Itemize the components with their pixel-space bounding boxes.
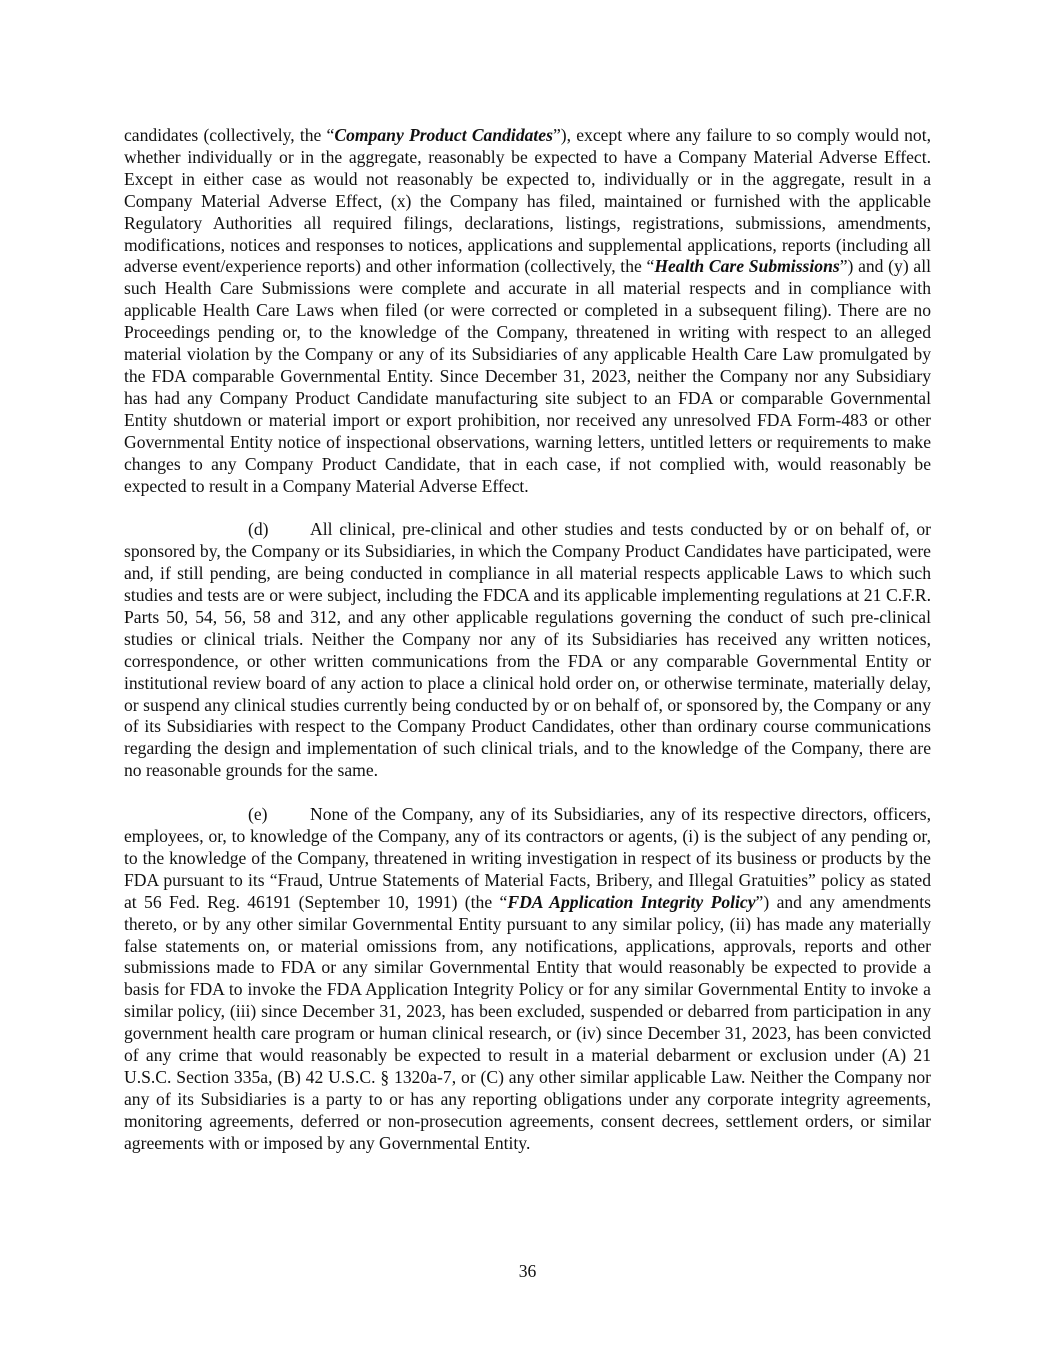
paragraph-text: All clinical, pre-clinical and other studies and tests conducted by or on behalf of, or sponsored by, the Company or its Subsidiaries, in which the Company Product Candidates have participated, were and, if still pending, are being conducted in compliance in all material respects applicable Laws to which such studies and tests are or were subject, including the FDCA and its applicable implementing regulations at 21 C.F.R. Parts 50, 54, 56, 58 and 312, and any other applicable regulations governing the conduct of such pre-clinical studies or clinical trials. Neither the Company nor any of its Subsidiaries has received any written notices, correspondence, or other written communications from the FDA or any comparable Governmental Entity or institutional review board of any action to place a clinical hold order on, or otherwise terminate, materially delay, or suspend any clinical studies currently being conducted by or on behalf of, or sponsored by, the Company or any of its Subsidiaries with respect to the Company Product Candidates, other than ordinary course communications regarding the design and implementation of such clinical trials, and to the knowledge of the Company, there are no reasonable grounds for the same. [124,519,931,781]
paragraph-text: None of the Company, any of its Subsidiaries, any of its respective directors, officers, employees, or, to knowledge of the Company, any of its contractors or agents, (i) is the subject of any pending or, to the knowledge of the Company, threatened in writing investigation in respect of its business or products by the FDA pursuant to its “Fraud, Untrue Statements of Material Facts, Bribery, and Illegal Gratuities” policy as stated at 56 Fed. Reg. 46191 (September 10, 1991) (the “ [124,804,931,912]
paragraph-text: candidates (collectively, the “ [124,125,335,145]
defined-term-company-product-candidates: Company Product Candidates [334,125,553,145]
defined-term-fda-application-integrity-policy: FDA Application Integrity Policy [507,891,756,912]
paragraph-text: ”) and (y) all such Health Care Submissions were complete and accurate in all material respects and in compliance with applicable Health Care Laws when filed (or were corrected or completed in a subsequent filing). There are no Proceedings pending or, to the knowledge of the Company, threatened in writing with respect to an alleged material violation by the Company or any of its Subsidiaries of any applicable Health Care Law promulgated by the FDA comparable Governmental Entity. Since December 31, 2023, neither the Company nor any Subsidiary has had any Company Product Candidate manufacturing site subject to an FDA or comparable Governmental Entity shutdown or material import or export prohibition, nor received any unresolved FDA Form-483 or other Governmental Entity notice of inspectional observations, warning letters, untitled letters or requirements to make changes to any Company Product Candidate, that in each case, if not complied with, would reasonably be expected to result in a Company Material Adverse Effect. [124,256,931,496]
paragraph-e [124,804,931,1155]
paragraph-d [124,519,931,782]
paragraph-c-continuation [124,125,931,497]
paragraph-text: ”) and any amendments thereto, or by any other similar Governmental Entity pursuant to any similar policy, (ii) has made any materially false statements on, or material omissions from, any notifications, applications, approvals, reports and other submissions made to FDA or any similar Governmental Entity that would reasonably be expected to provide a basis for FDA to invoke the FDA Application Integrity Policy or for any similar Governmental Entity to invoke a similar policy, (iii) since December 31, 2023, has been excluded, suspended or debarred from participation in any government health care program or human clinical research, or (iv) since December 31, 2023, has been convicted of any crime that would reasonably be expected to result in a material debarment or exclusion under (A) 21 U.S.C. Section 335a, (B) 42 U.S.C. § 1320a-7, or (C) any other similar applicable Law. Neither the Company nor any of its Subsidiaries is a party to or has any reporting obligations under any corporate integrity agreements, monitoring agreements, deferred or non-prosecution agreements, consent decrees, settlement orders, or similar agreements with or imposed by any Governmental Entity. [124,891,932,1153]
paragraph-text: ”), except where any failure to so comply would not, whether individually or in the aggregate, reasonably be expected to have a Company Material Adverse Effect. Except in either case as would not reasonably be expected to, individually or in the aggregate, result in a Company Material Adverse Effect, (x) the Company has filed, maintained or furnished with the applicable Regulatory Authorities all required filings, declarations, listings, registrations, submissions, amendments, modifications, notices and responses to notices, applications and supplemental applications, reports (including all adverse event/experience reports) and other information (collectively, the “ [124,125,931,277]
defined-term-health-care-submissions: Health Care Submissions [654,256,840,277]
page-number: 36 [518,1261,537,1281]
section-label-e: (e) [248,804,268,825]
document-body [124,125,931,1155]
section-label-d: (d) [248,519,269,540]
